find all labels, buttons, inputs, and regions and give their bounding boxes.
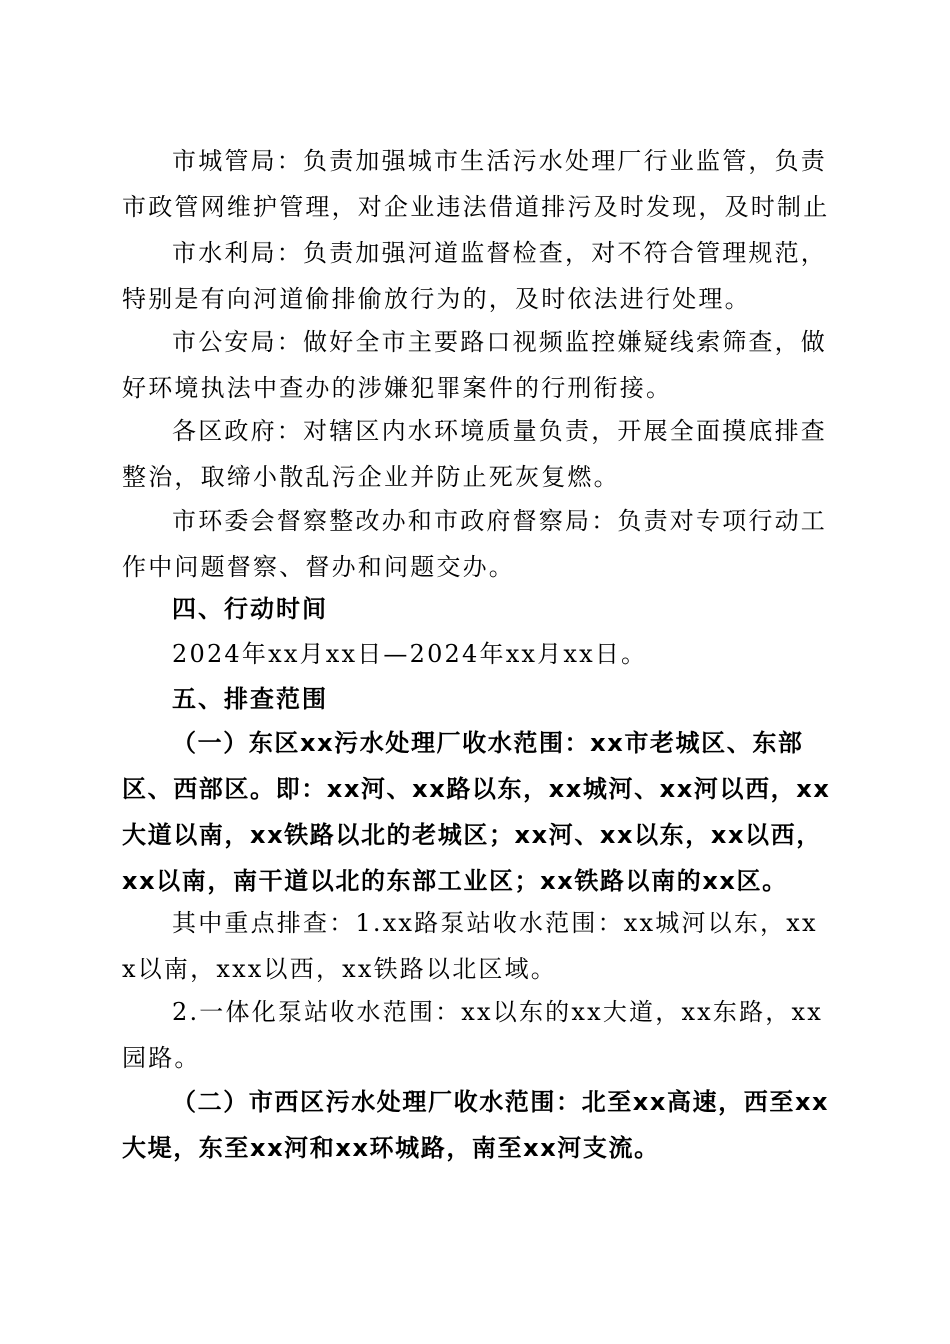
section-heading-inspection-scope: 五、排查范围 [172,685,328,713]
paragraph-city-management: 市城管局：负责加强城市生活污水处理厂行业监管，负责市政管网维护管理，对企业违法借道排污及时发现，及时制止 [122,147,830,221]
paragraph-action-time: 2024年xx月xx日—2024年xx月xx日。 [172,640,648,668]
paragraph-inspection-office: 市环委会督察整改办和市政府督察局：负责对专项行动工作中问题督察、督办和问题交办。 [122,507,827,581]
paragraph-east-plant-scope: （一）东区xx污水处理厂收水范围：xx市老城区、东部区、西部区。即：xx河、xx路以东，xx城河、xx河以西，xx大道以南，xx铁路以北的老城区；xx河、xx以东，xx以西，xx以南，南干道以北的东部工业区；xx铁路以南的xx区。 [122,729,831,895]
paragraph-west-plant-scope: （二）市西区污水处理厂收水范围：北至xx高速，西至xx大堤，东至xx河和xx环城路，南至xx河支流。 [122,1088,830,1162]
paragraph-water-resources: 市水利局：负责加强河道监督检查，对不符合管理规范，特别是有向河道偷排偷放行为的，及时依法进行处理。 [122,239,827,313]
section-heading-action-time: 四、行动时间 [172,595,328,623]
paragraph-public-security: 市公安局：做好全市主要路口视频监控嫌疑线索筛查，做好环境执法中查办的涉嫌犯罪案件的行刑衔接。 [122,328,827,402]
paragraph-key-inspection: 其中重点排查：1.xx路泵站收水范围：xx城河以东，xxx以南，xxx以西，xx铁路以北区域。 [122,909,818,983]
paragraph-district-government: 各区政府：对辖区内水环境质量负责，开展全面摸底排查整治，取缔小散乱污企业并防止死灰复燃。 [122,417,827,491]
paragraph-integrated-pump-station: 2.一体化泵站收水范围：xx以东的xx大道，xx东路，xx园路。 [122,998,823,1072]
